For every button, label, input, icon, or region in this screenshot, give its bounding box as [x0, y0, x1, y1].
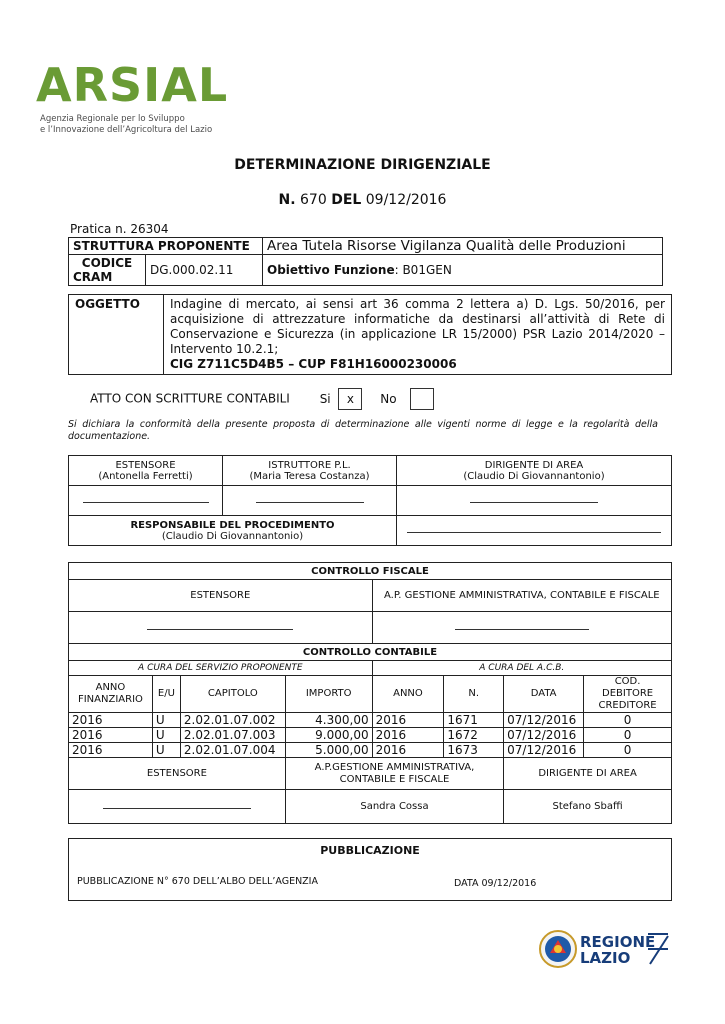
cf-ap-signature [372, 612, 671, 644]
estensore-signature [69, 486, 223, 516]
tagline-line-2: e l’Innovazione dell’Agricoltura del Lazio [40, 125, 213, 135]
estensore-label: ESTENSORE [115, 459, 176, 471]
cc-dirigente: DIRIGENTE DI AREA [504, 758, 672, 790]
col-data: DATA [504, 676, 584, 713]
pratica-number: Pratica n. 26304 [70, 222, 169, 236]
oggetto-content [164, 295, 672, 375]
pubblicazione-title: PUBBLICAZIONE [320, 844, 420, 857]
no-checkbox[interactable] [410, 388, 434, 410]
pubblicazione-box [68, 838, 672, 901]
signatures-table [68, 455, 672, 546]
document-title: DETERMINAZIONE DIRIGENZIALE [234, 157, 491, 173]
responsabile-cell [69, 516, 397, 546]
codice-label-line-1: CODICE [81, 256, 133, 270]
col-capitolo: CAPITOLO [180, 676, 285, 713]
signature-line [103, 807, 251, 809]
oggetto-table [68, 294, 672, 375]
tagline-line-1: Agenzia Regionale per lo Sviluppo [40, 114, 185, 124]
estensore-cell [69, 456, 223, 486]
controllo-table [68, 562, 672, 824]
cell-capitolo: 2.02.01.07.004 [180, 743, 285, 758]
col-anno-finanziario: ANNO FINANZIARIO [69, 676, 153, 713]
dirigente-cell [397, 456, 672, 486]
istruttore-name: (Maria Teresa Costanza) [249, 470, 370, 482]
regione-lazio-logo [580, 934, 655, 966]
responsabile-signature [397, 516, 672, 546]
number-label: N. [278, 192, 296, 208]
signature-line [455, 628, 589, 630]
struttura-label: STRUTTURA PROPONENTE [69, 238, 263, 255]
cc-estensore: ESTENSORE [69, 758, 286, 790]
cf-estensore-signature [69, 612, 373, 644]
conformity-declaration: Si dichiara la conformità della presente proposta di determinazione alle vigenti norme di legge e la regolarità della documentazione. [68, 419, 658, 442]
pubblicazione-date: DATA 09/12/2016 [454, 878, 537, 889]
oggetto-text: Indagine di mercato, ai sensi art 36 comma 2 lettera a) D. Lgs. 50/2016, per acquisizione di attrezzature informatiche da destinarsi all’attività di Rete di Conservazione e Sicurezza (in applicazione LR 15/2000) PSR Lazio 2014/2020 – Intervento 10.2.1; [170, 297, 665, 356]
obiettivo-funzione [263, 255, 663, 286]
cell-n: 1673 [444, 743, 504, 758]
cell-data: 07/12/2016 [504, 743, 584, 758]
cc-estensore-signature [69, 790, 286, 824]
cell-cod-debitore: 0 [584, 743, 672, 758]
no-label: No [380, 391, 397, 406]
table-row [69, 728, 672, 743]
responsabile-name: (Claudio Di Giovannantonio) [161, 530, 304, 542]
estensore-name: (Antonella Ferretti) [98, 470, 193, 482]
codice-value: DG.000.02.11 [146, 255, 263, 286]
si-checkbox[interactable]: x [338, 388, 362, 410]
cell-eu: U [152, 713, 180, 728]
cell-importo: 5.000,00 [285, 743, 372, 758]
obiettivo-value: : B01GEN [394, 263, 452, 277]
dirigente-name: (Claudio Di Giovannantonio) [463, 470, 605, 482]
table-row [69, 713, 672, 728]
signature-line [470, 501, 598, 503]
col-cod-debitore: COD. DEBITORE CREDITORE [584, 676, 672, 713]
atto-scritture-contabili [90, 388, 434, 410]
determination-number [0, 192, 725, 208]
header-table [68, 237, 663, 286]
obiettivo-label: Obiettivo Funzione [267, 263, 395, 277]
istruttore-label: ISTRUTTORE P.L. [268, 459, 351, 471]
pubblicazione-text: PUBBLICAZIONE N° 670 DELL’ALBO DELL’AGENZIA [77, 876, 318, 887]
controllo-contabile-title: CONTROLLO CONTABILE [69, 644, 672, 661]
struttura-value: Area Tutela Risorse Vigilanza Qualità delle Produzioni [263, 238, 663, 255]
controllo-fiscale-title: CONTROLLO FISCALE [69, 563, 672, 580]
arsial-logo: ARSIAL [36, 58, 229, 112]
cell-data: 07/12/2016 [504, 728, 584, 743]
cell-cod-debitore: 0 [584, 728, 672, 743]
cell-anno-finanziario: 2016 [69, 743, 153, 758]
col-anno: ANNO [372, 676, 444, 713]
signature-line [83, 501, 209, 503]
cell-n: 1671 [444, 713, 504, 728]
cc-dirigente-name: Stefano Sbaffi [504, 790, 672, 824]
regione-lazio-emblem-icon [538, 928, 578, 970]
col-eu: E/U [152, 676, 180, 713]
cell-cod-debitore: 0 [584, 713, 672, 728]
cell-anno: 2016 [372, 743, 444, 758]
del-label: DEL [331, 192, 362, 208]
cell-eu: U [152, 728, 180, 743]
cell-anno: 2016 [372, 728, 444, 743]
lazio-text: LAZIO [580, 949, 631, 967]
regione-lazio-stripe-icon [648, 932, 670, 966]
cell-n: 1672 [444, 728, 504, 743]
codice-label [69, 255, 146, 286]
cell-capitolo: 2.02.01.07.002 [180, 713, 285, 728]
atto-label: ATTO CON SCRITTURE CONTABILI [90, 391, 290, 406]
cura-servizio: A CURA DEL SERVIZIO PROPONENTE [69, 661, 373, 676]
istruttore-signature [223, 486, 397, 516]
oggetto-label: OGGETTO [69, 295, 164, 375]
determination-date: 09/12/2016 [365, 192, 447, 208]
cf-ap-gestione: A.P. GESTIONE AMMINISTRATIVA, CONTABILE E FISCALE [372, 580, 671, 612]
cell-anno-finanziario: 2016 [69, 713, 153, 728]
col-n: N. [444, 676, 504, 713]
signature-line [407, 531, 661, 533]
si-label: Si [319, 391, 331, 406]
cell-anno-finanziario: 2016 [69, 728, 153, 743]
signature-line [256, 501, 364, 503]
signature-line [147, 628, 293, 630]
arsial-tagline [40, 114, 240, 136]
cell-anno: 2016 [372, 713, 444, 728]
col-importo: IMPORTO [285, 676, 372, 713]
cell-importo: 9.000,00 [285, 728, 372, 743]
cig-cup: CIG Z711C5D4B5 – CUP F81H16000230006 [170, 357, 457, 371]
cf-estensore: ESTENSORE [69, 580, 373, 612]
number-value: 670 [300, 192, 327, 208]
istruttore-cell [223, 456, 397, 486]
cc-ap-gestione: A.P.GESTIONE AMMINISTRATIVA, CONTABILE E FISCALE [285, 758, 503, 790]
cura-acb: A CURA DEL A.C.B. [372, 661, 671, 676]
cell-eu: U [152, 743, 180, 758]
table-row [69, 743, 672, 758]
cell-data: 07/12/2016 [504, 713, 584, 728]
responsabile-label: RESPONSABILE DEL PROCEDIMENTO [130, 519, 335, 531]
dirigente-label: DIRIGENTE DI AREA [484, 459, 584, 471]
codice-label-line-2: CRAM [73, 270, 113, 284]
regione-text: REGIONE [580, 933, 656, 951]
dirigente-signature [397, 486, 672, 516]
cc-ap-name: Sandra Cossa [285, 790, 503, 824]
cell-importo: 4.300,00 [285, 713, 372, 728]
cell-capitolo: 2.02.01.07.003 [180, 728, 285, 743]
